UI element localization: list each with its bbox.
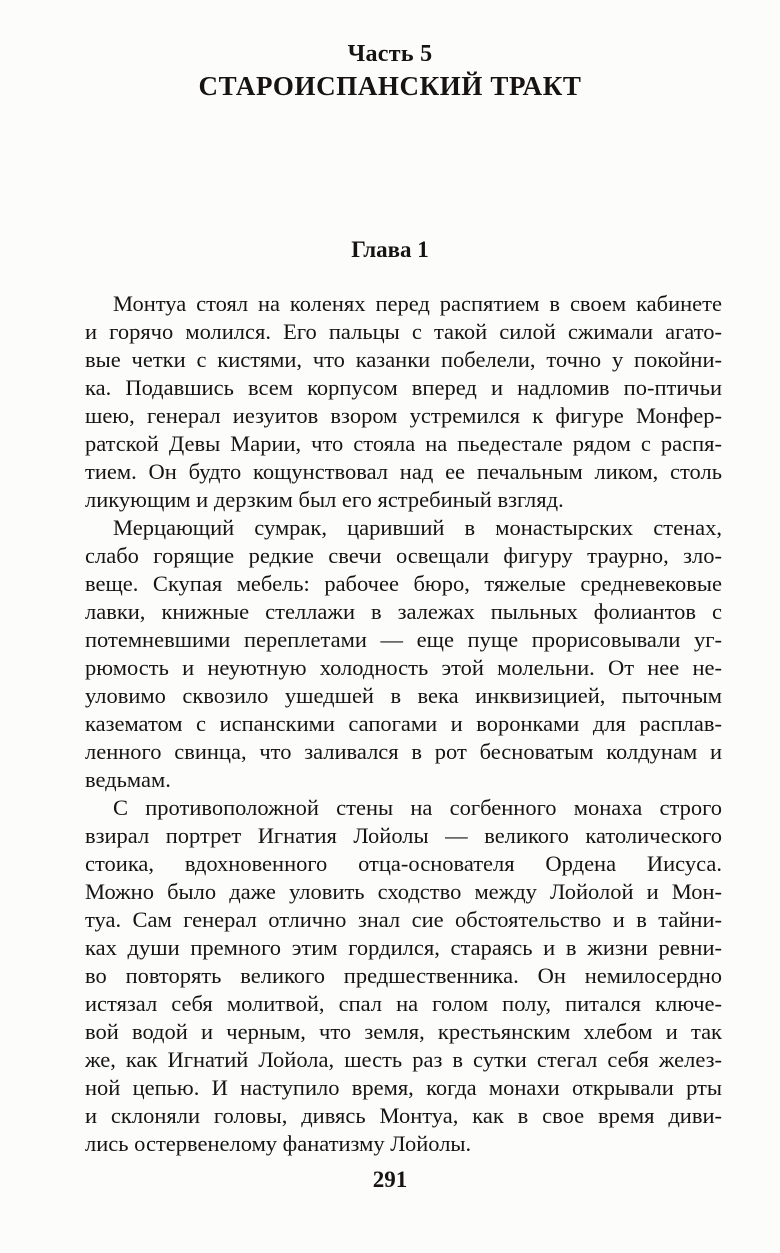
text-line: и склоняли головы, дивясь Монтуа, как в свое время диви- <box>85 1103 722 1128</box>
text-line: истязал себя молитвой, спал на голом полу, питался ключе- <box>85 991 722 1016</box>
text-line: лись остервенелому фанатизму Лойолы. <box>85 1131 472 1156</box>
text-line: взирал портрет Игнатия Лойолы — великого католического <box>85 823 722 848</box>
text-line: и горячо молился. Его пальцы с такой силой сжимали агато- <box>85 319 722 344</box>
part-title: СТАРОИСПАНСКИЙ ТРАКТ <box>198 71 582 101</box>
paragraph <box>85 794 722 1158</box>
text-line: С противоположной стены на согбенного монаха строго <box>113 795 722 820</box>
text-line: ликующим и дерзким был его ястребиный взгляд. <box>85 487 564 512</box>
text-line: лавки, книжные стеллажи в залежах пыльных фолиантов с <box>85 599 722 624</box>
text-line: ленного свинца, что заливался в рот бесноватым колдунам и <box>85 739 722 764</box>
text-line: слабо горящие редкие свечи освещали фигуру траурно, зло- <box>85 543 722 568</box>
text-line: ведьмам. <box>85 767 171 792</box>
text-line: же, как Игнатий Лойола, шесть раз в сутки стегал себя желез- <box>85 1047 722 1072</box>
text-line: Мерцающий сумрак, царивший в монастырских стенах, <box>113 515 722 540</box>
part-label: Часть 5 <box>347 41 433 67</box>
text-line: шею, генерал иезуитов взором устремился к фигуре Монфер- <box>85 403 722 428</box>
text-line: во повторять великого предшественника. Он немилосердно <box>85 963 722 988</box>
text-line: стоика, вдохновенного отца-основателя Ордена Иисуса. <box>85 851 722 876</box>
text-line: туа. Сам генерал отлично знал сие обстоятельство и в тайни- <box>85 907 722 932</box>
text-line: потемневшими переплетами — еще пуще прорисовывали уг- <box>85 627 722 652</box>
text-block <box>85 290 722 1158</box>
paragraph <box>85 290 722 514</box>
text-line: уловимо сквозило ушедшей в века инквизицией, пыточным <box>85 683 722 708</box>
text-line: ратской Девы Марии, что стояла на пьедестале рядом с распя- <box>85 431 722 456</box>
text-line: вой водой и черным, что земля, крестьянским хлебом и так <box>85 1019 722 1044</box>
page-number: 291 <box>372 1167 408 1192</box>
text-line: Монтуа стоял на коленях перед распятием в своем кабинете <box>113 291 722 316</box>
text-line: вые четки с кистями, что казанки побелели, точно у покойни- <box>85 347 722 372</box>
text-line: ка. Подавшись всем корпусом вперед и надломив по-птичьи <box>85 375 722 400</box>
text-line: казематом с испанскими сапогами и воронками для расплав- <box>85 711 722 736</box>
chapter-title: Глава 1 <box>351 237 429 262</box>
text-line: ках души премного этим гордился, стараясь и в жизни ревни- <box>85 935 722 960</box>
text-line: тием. Он будто кощунствовал над ее печальным ликом, столь <box>85 459 722 484</box>
text-line: Можно было даже уловить сходство между Лойолой и Мон- <box>85 879 722 904</box>
paragraph <box>85 514 722 794</box>
text-line: рюмость и неуютную холодность этой молельни. От нее не- <box>85 655 722 680</box>
text-line: ной цепью. И наступило время, когда монахи открывали рты <box>85 1075 722 1100</box>
text-line: веще. Скупая мебель: рабочее бюро, тяжелые средневековые <box>85 571 722 596</box>
